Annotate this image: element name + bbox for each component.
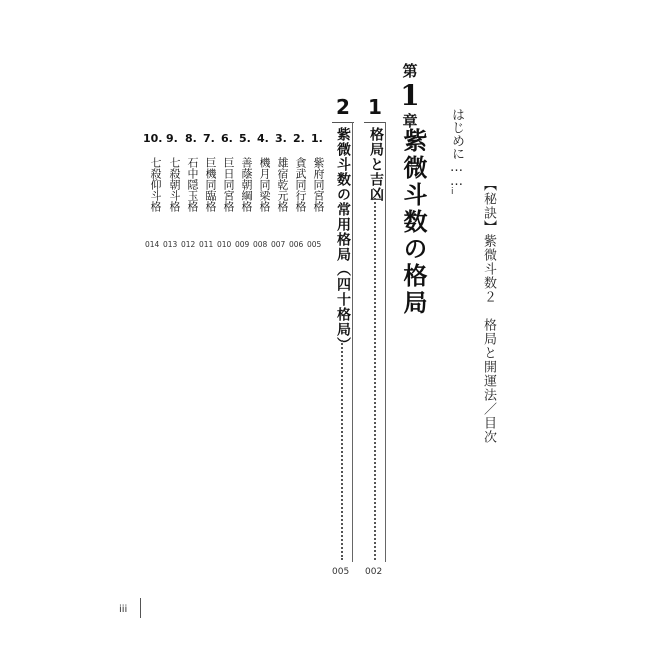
toc-entry-item-6[interactable]: 巨日同宮格 bbox=[222, 157, 235, 212]
toc-entry-item-5[interactable]: 善蔭朝綱格 bbox=[240, 157, 253, 212]
chapter-number: 1 bbox=[400, 79, 420, 112]
toc-entry-section-1[interactable]: 格局と吉凶 bbox=[368, 127, 384, 202]
section-1-leader bbox=[374, 198, 376, 560]
item-1-number: 1. bbox=[311, 132, 323, 145]
chapter-prefix: 第 bbox=[402, 62, 418, 80]
section-2-number: 2 bbox=[336, 95, 350, 119]
toc-entry-item-8[interactable]: 石中隠玉格 bbox=[186, 157, 199, 212]
item-6-number: 6. bbox=[221, 132, 233, 145]
toc-entry-item-2[interactable]: 貪武同行格 bbox=[294, 157, 307, 212]
toc-entry-item-10[interactable]: 七殺仰斗格 bbox=[149, 157, 162, 212]
item-5-number: 5. bbox=[239, 132, 251, 145]
page-folio: iii bbox=[119, 604, 128, 615]
folio-rule bbox=[140, 598, 141, 618]
section-2-rule bbox=[332, 122, 354, 123]
toc-entry-intro[interactable] bbox=[447, 108, 466, 188]
toc-entry-item-3[interactable]: 雄宿乾元格 bbox=[276, 157, 289, 212]
item-8-number: 8. bbox=[185, 132, 197, 145]
chapter-suffix: 章 bbox=[402, 112, 418, 130]
toc-entry-item-1[interactable]: 紫府同宮格 bbox=[312, 157, 325, 212]
item-8-page-number: 012 bbox=[181, 240, 196, 249]
item-9-page-number: 013 bbox=[163, 240, 178, 249]
item-10-number: 10. bbox=[143, 132, 163, 145]
item-1-page-number: 005 bbox=[307, 240, 322, 249]
item-2-number: 2. bbox=[293, 132, 305, 145]
item-4-page-number: 008 bbox=[253, 240, 268, 249]
item-9-number: 9. bbox=[166, 132, 178, 145]
running-head: 【秘訣】紫微斗数２ 格局と開運法／目次 bbox=[481, 178, 496, 444]
chapter-title: 紫微斗数の格局 bbox=[399, 128, 428, 317]
section-2-leader bbox=[341, 340, 343, 560]
item-3-page-number: 007 bbox=[271, 240, 286, 249]
item-5-page-number: 009 bbox=[235, 240, 250, 249]
item-4-number: 4. bbox=[257, 132, 269, 145]
toc-entry-item-4[interactable]: 機月同梁格 bbox=[258, 157, 271, 212]
item-2-page-number: 006 bbox=[289, 240, 304, 249]
toc-entry-item-7[interactable]: 巨機同臨格 bbox=[204, 157, 217, 212]
intro-page-number: i bbox=[451, 187, 454, 197]
chapter-label bbox=[398, 60, 422, 131]
section-1-number: 1 bbox=[368, 95, 382, 119]
item-7-page-number: 011 bbox=[199, 240, 214, 249]
section-1-rule bbox=[364, 122, 386, 123]
toc-entry-section-2[interactable]: 紫微斗数の常用格局︵四十格局︶ bbox=[335, 127, 351, 352]
section-2-page-number: 005 bbox=[332, 567, 350, 577]
intro-label: はじめに bbox=[449, 108, 464, 160]
section-1-page-number: 002 bbox=[365, 567, 383, 577]
item-10-page-number: 014 bbox=[145, 240, 160, 249]
item-7-number: 7. bbox=[203, 132, 215, 145]
item-6-page-number: 010 bbox=[217, 240, 232, 249]
toc-entry-item-9[interactable]: 七殺朝斗格 bbox=[168, 157, 181, 212]
intro-leader: …… bbox=[449, 160, 464, 188]
item-3-number: 3. bbox=[275, 132, 287, 145]
